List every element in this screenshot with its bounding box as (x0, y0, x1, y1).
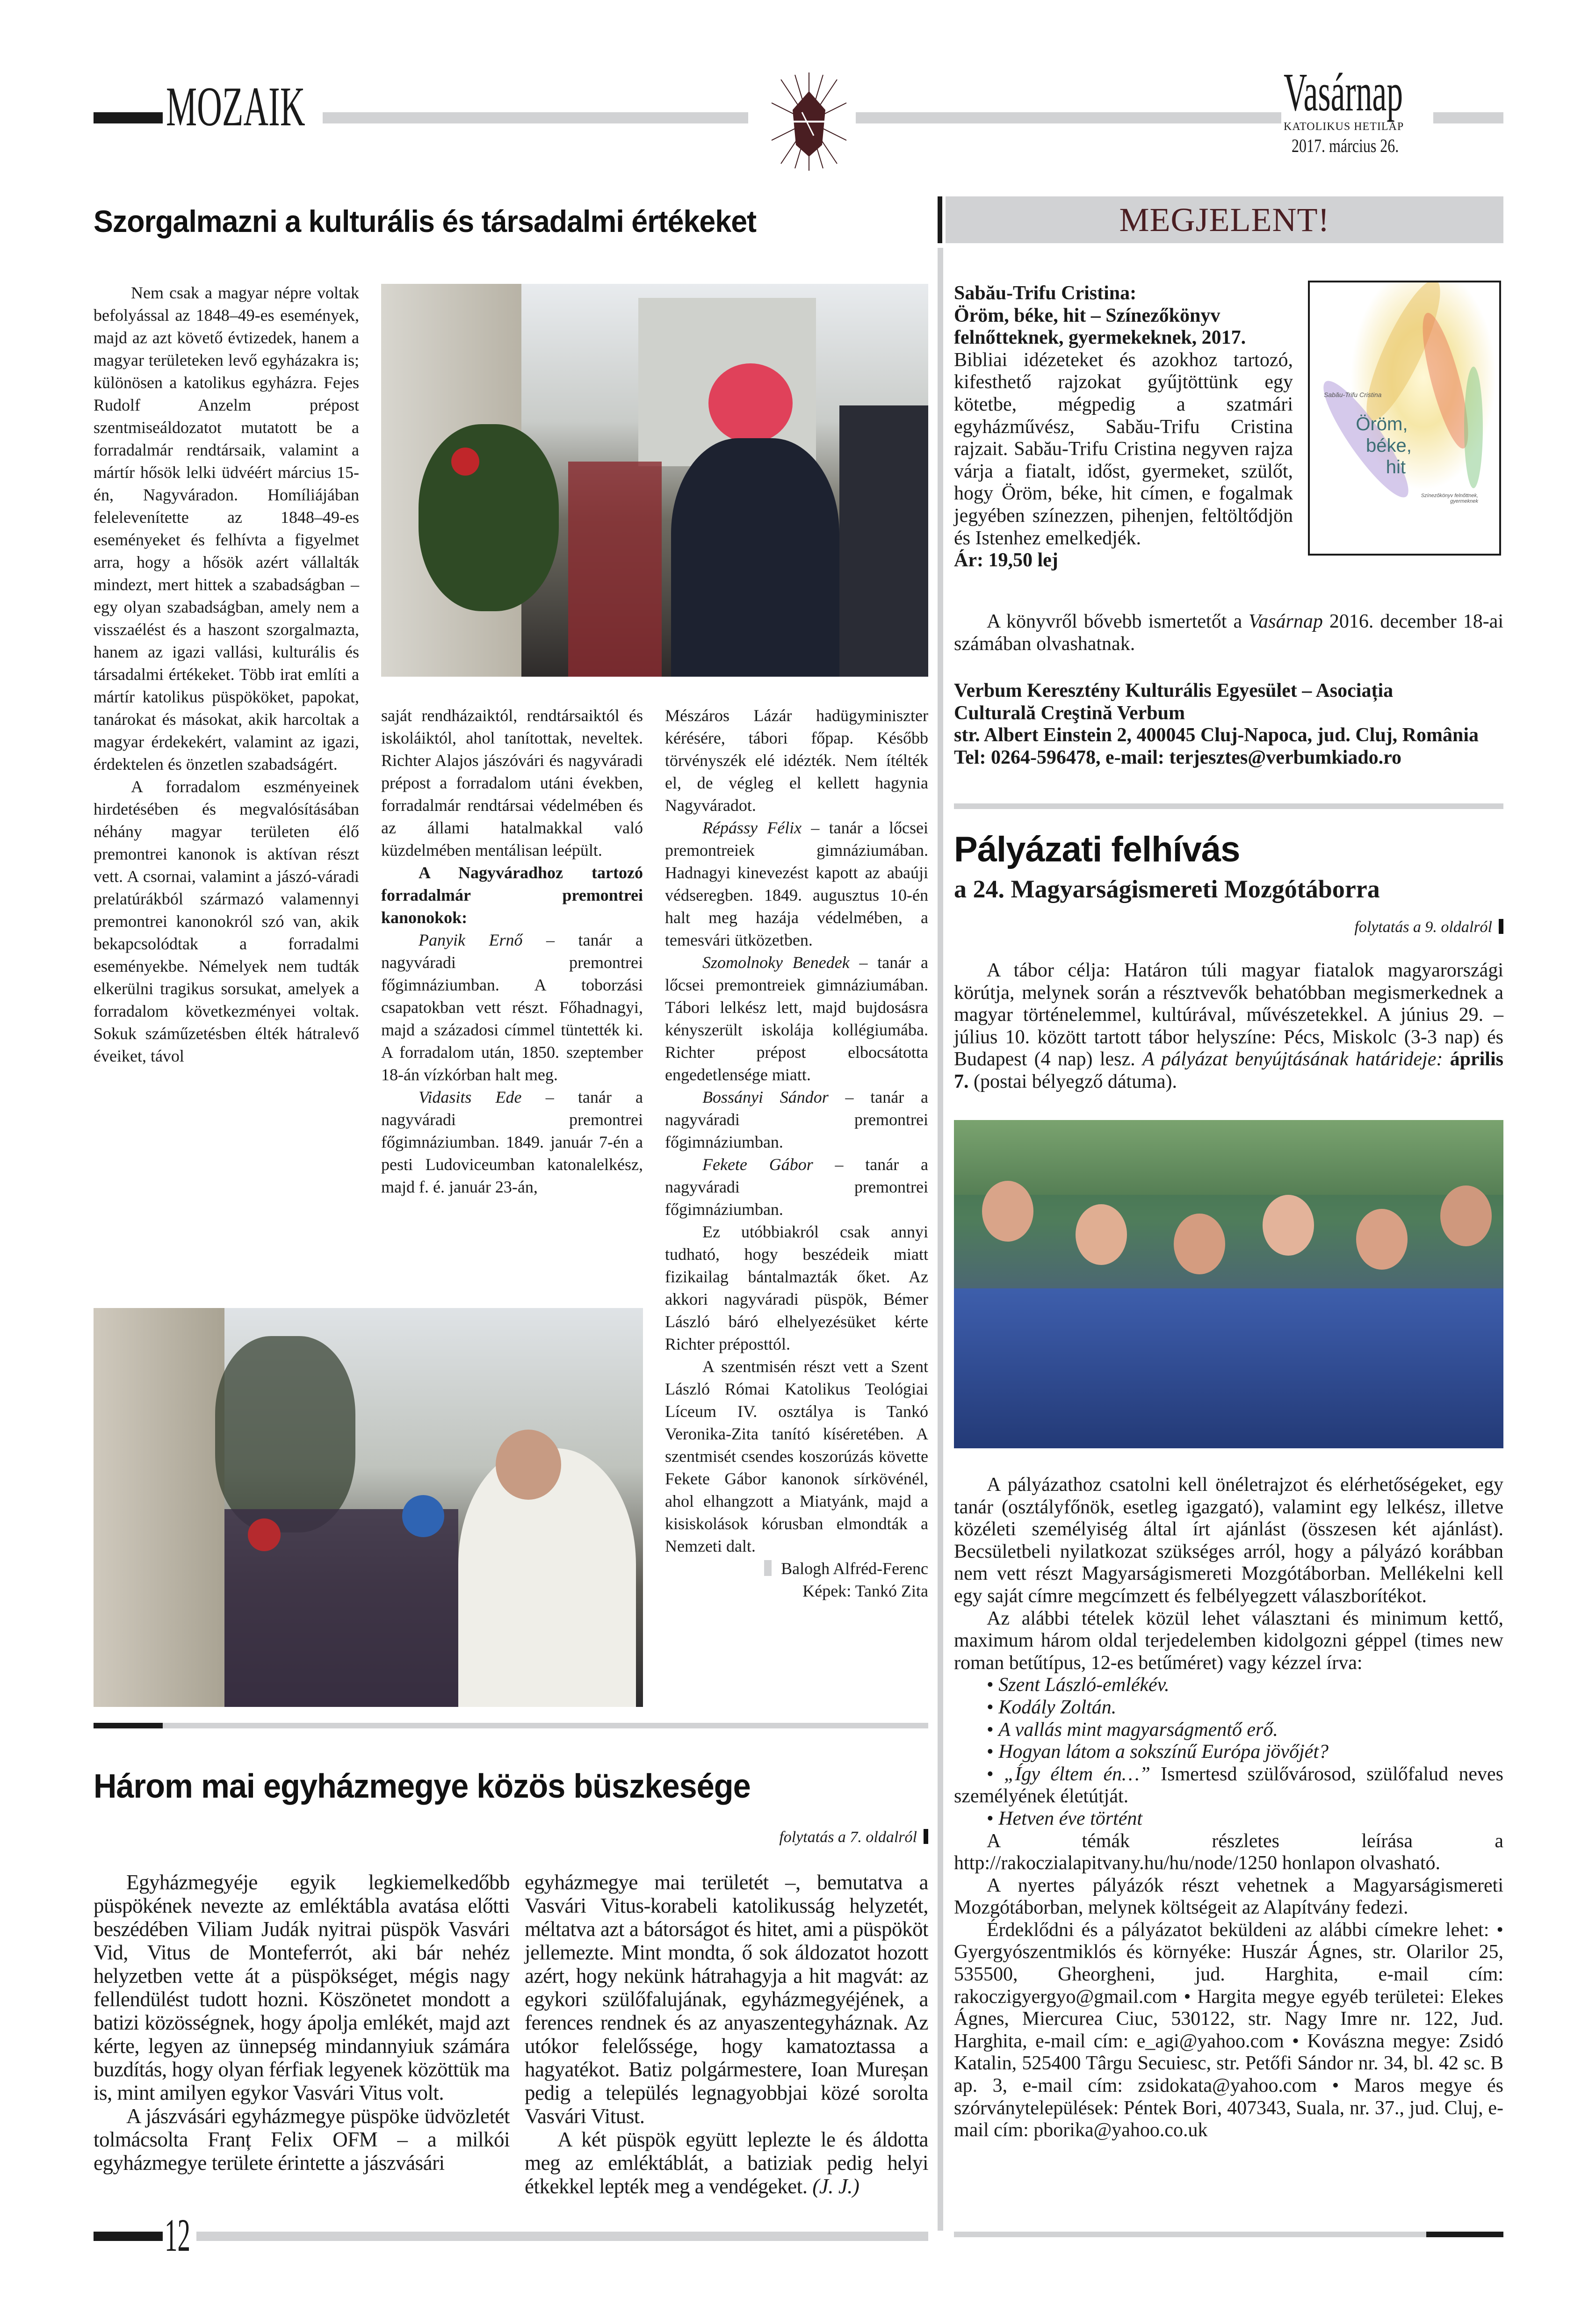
subheading: A Nagyváradhoz tartozó forradalmár premontrei kanonokok: (381, 863, 643, 927)
topic-item: • Szent László-emlékév. (987, 1674, 1170, 1696)
canon-name: Bossányi Sándor (702, 1088, 829, 1106)
cover-author: Sabău-Trifu Cristina (1324, 391, 1382, 398)
publisher-address: str. Albert Einstein 2, 400045 Cluj-Napoca, jud. Cluj, România (954, 724, 1479, 746)
call-subtitle: a 24. Magyarságismereti Mozgótáborra (954, 875, 1380, 903)
canon-entry: Bossányi Sándor – tanár a nagyváradi premontrei főgimnáziumban. (665, 1088, 928, 1151)
paragraph: A két püspök együtt leplezte le és áldotta meg az emléktáblát, a batiziak pedig helyi étkekkel lepték meg a vendégeket. (J. J.) (525, 2128, 928, 2198)
paragraph: A forradalom eszményeinek hirdetésében és megvalósításában néhány magyar területen élő premontrei kanonok is aktívan részt vett. A csornai, valamint a jászó-váradi prelatúrákból származó valamennyi premontrei kanonokról szó van, akik bekapcsolódtak a forradalmi eseményekbe. Némelyek nem tudták elkerülni tragikus sorsukat, amelyek a forradalom következményei voltak. Sokuk száműzetésben élték hátralevő éveiket, távol (94, 777, 359, 1065)
call-title: Pályázati felhívás (954, 830, 1240, 869)
photo-youth-camp (954, 1120, 1503, 1448)
article-column-2 (381, 704, 643, 1198)
book-description: Bibliai idézeteket és azokhoz tartozó, kifesthető rajzokat gyűjtöttünk egy kötetbe, mégpedig a szatmári egyházművész, Sabău-Trifu Cristina rajzait. Sabău-Trifu Cristina negyven rajza várja a fiatalt, időst, gyermeket, szülőt, hogy Öröm, béke, hit címen, e fogalmak jegyében színezzen, pihenjen, feltöltődjön és Istenhez emelkedjék. (954, 349, 1293, 549)
megjelent-label: MEGJELENT! (1119, 201, 1330, 239)
paragraph: A nyertes pályázók részt vehetnek a Magyarságismereti Mozgótáborban, melynek költségeit az Alapítvány fedezi. (954, 1874, 1503, 1919)
page-number: 12 (165, 2209, 190, 2261)
call-intro (954, 960, 1503, 1093)
paragraph: egyházmegye mai területét –, bemutatva a Vasvári Vitus-korabeli katolikusság helyzetét, méltatva azt a bátorságot és hitet, ami a püspököt jellemezte. Mint mondta, ő sok áldozatot hozott azért, hogy nekünk hátrahagyja a hit magvát: az egykori szülőfalujának, egyházmegyéjének, a ferences rendnek és az anyaszentegyháznak. Az utókor felelőssége, hogy kamatoztassa a hagyatékot. Batiz polgármestere, Ioan Mureșan pedig a település legnagyobbjai közé sorolta Vasvári Vitust. (525, 1871, 928, 2128)
section-divider (954, 803, 1503, 809)
paragraph: saját rendházaiktól, rendtársaiktól és iskoláiktól, ahol tanítottak, neveltek. Richter Alajos jászóvári és nagyváradi prépost a forradalom utáni években, forradalmár rendtársai védelmében és az állami hatalmakkal való küzdelmében mentálisan leépült. (381, 706, 643, 860)
book-cover-image (1308, 281, 1501, 556)
paragraph: Egyházmegyéje egyik legkiemelkedőbb püspökének nevezte az emléktábla avatása előtti beszédében Viliam Judák nyitrai püspök Vasvári Vid, Vitus de Monteferrót, aki bár nehéz helyzetben vette át a püspökséget, mégis nagy fellendülést tudott hozni. Köszönetet mondott a batizi közösségnek, hogy ápolja emlékét, majd azt kérte, legyen az ünnepség mindannyiuk számára buzdítás, hogy olyan férfiak legyenek közöttük ma is, mint amilyen egykor Vasvári Vitus volt. (94, 1871, 510, 2104)
article-divider (163, 1723, 928, 1728)
section-title: MOZAIK (166, 75, 305, 137)
paragraph: A témák részletes leírása a http://rakoczialapitvany.hu/hu/node/1250 honlapon olvasható. (954, 1830, 1503, 1874)
book-author: Sabău-Trifu Cristina: (954, 282, 1137, 304)
canon-name: Szomolnoky Benedek (702, 953, 850, 972)
column-divider (938, 248, 943, 2231)
footer-rule-right-black (1426, 2232, 1503, 2237)
header-rule-far-right (1433, 112, 1503, 123)
call-body (954, 1474, 1503, 2142)
article-column-3 (665, 704, 928, 1602)
cover-title: Öröm, béke, hit (1356, 414, 1412, 477)
footer-rule-black (94, 2232, 163, 2241)
article2-column-2 (525, 1871, 928, 2198)
paragraph: A tábor célja: Határon túli magyar fiatalok magyarországi körútja, melynek során a résztvevők behatóbban megismerkednek a magyar történelemmel, kultúrával, művészetekkel. A június 29. – július 10. között tartott tábor helyszíne: Pécs, Miskolc (3-3 nap) és Budapest (4 nap) lesz. A pályázat benyújtásának határideje: április 7. (postai bélyegző dátuma). (954, 960, 1503, 1092)
topic-item: • Hogyan látom a sokszínű Európa jövőjét? (987, 1741, 1329, 1763)
article-column-1 (94, 282, 359, 1067)
canon-entry: Vidasits Ede – tanár a nagyváradi premontrei főgimnáziumban. 1849. január 7-én a pesti Ludoviceumban katonalelkész, majd f. é. január 23-án, (381, 1088, 643, 1196)
canon-name: Vidasits Ede (419, 1088, 522, 1106)
paragraph: Nem csak a magyar népre voltak befolyással az 1848–49-es események, majd az azt követő évtizedek, hanem a magyar területeken levő egyházakra is; különösen a katolikus egyházra. Fejes Rudolf Anzelm prépost szentmiseáldozatot mutatott be a forradalmár rendtársaik, valamint a mártír hősök lelki üdvéért március 15-én, Nagyváradon. Homíliájában felelevenítette az 1848–49-es eseményeket és felhívta a figyelmet arra, hogy a hősök azért vállalták mindezt, mert hittek a szabadságban – egy olyan szabadságban, amely nem a visszaélést és a haszont szorgalmazta, hanem az igazi vallási, kulturális és társadalmi értékeket. Több irat említi a mártír katolikus püspököket, papokat, tanárokat és másokat, akik harcoltak a magyar érdekekért, valamint az igazi, érdektelen és önzetlen szabadságért. (94, 283, 359, 773)
canon-name: Fekete Gábor (702, 1155, 813, 1174)
header-rule-right (856, 112, 1281, 123)
canon-name: Panyik Ernő (419, 931, 523, 949)
column-divider-accent (938, 196, 942, 243)
publisher-name: Verbum Keresztény Kulturális Egyesület – Asociația (954, 680, 1394, 701)
paragraph: Mészáros Lázár hadügyminiszter kérésére, tábori főpap. Később törvényszék elé idézték. Nem ítélték el, de végleg el kellett hagynia Nagyváradot. (665, 706, 928, 815)
issue-date: 2017. március 26. (1292, 135, 1399, 156)
marker-bar (924, 1829, 928, 1844)
canon-name: Répássy Félix (702, 818, 802, 837)
header-rule-left (323, 112, 748, 123)
sunburst-logo-icon (767, 70, 851, 173)
topic-item: • Hetven éve történt (987, 1807, 1143, 1829)
topic-item: • „Így éltem én…” Ismertesd szülővárosod, szülőfalud neves személyének életútját. (954, 1763, 1503, 1807)
marker-bar (1499, 919, 1503, 934)
masthead-logo: Vasárnap (1284, 63, 1403, 123)
author-byline: Balogh Alfréd-Ferenc (665, 1557, 928, 1580)
canon-entry: Répássy Félix – tanár a lőcsei premontreiek gimnáziumában. Hadnagyi kinevezést kapott az abaúji védseregben. 1849. augusztus 10-én halt meg hazája védelmében, a temesvári ütközetben. (665, 818, 928, 949)
photo-credit: Képek: Tankó Zita (802, 1582, 928, 1600)
paragraph: A jászvásári egyházmegye püspöke üdvözletét tolmácsolta Franț Felix OFM – a milkói egyházmegye területe érintette a jászvásári (94, 2104, 510, 2175)
megjelent-banner (946, 196, 1503, 243)
paragraph: A pályázathoz csatolni kell önéletrajzot és elérhetőségeket, egy tanár (osztályfőnök, esetleg igazgató), valamint egy lelkész, illetve közéleti személyiség által írt ajánlást (összesen két ajánlást). Becsületbeli nyilatkozat szükséges arról, hogy a pályázó korábban nem vett részt Magyarságismereti Mozgótáborban. Mellékelni kell egy saját címre megcímzett és felbélyegzett válaszborítékot. (954, 1474, 1503, 1607)
paragraph: A szentmisén részt vett a Szent László Római Katolikus Teológiai Líceum IV. osztálya is Tankó Veronika-Zita tanító kíséretében. A szentmisét csendes koszorúzás követte Fekete Gábor kanonok sírkövénél, ahol elhangzott a Miatyánk, majd a kisiskolások kórusban elmondták a Nemzeti dalt. (665, 1357, 928, 1555)
continued-from-note: folytatás a 7. oldalról (608, 1829, 928, 1846)
article-title: Három mai egyházmegye közös büszkesége (94, 1768, 751, 1805)
deadline: április 7. (954, 1048, 1503, 1092)
byline-marker (764, 1560, 772, 1576)
book-announcement (954, 282, 1293, 572)
header-rule-left-black (94, 112, 163, 123)
article2-column-1 (94, 1871, 510, 2175)
photo-wreath-laying (381, 284, 928, 677)
continued-from-note: folytatás a 9. oldalról (1169, 918, 1503, 936)
topic-item: • Kodály Zoltán. (987, 1696, 1117, 1718)
article-divider-black (94, 1723, 163, 1728)
canon-entry: Panyik Ernő – tanár a nagyváradi premontrei főgimnáziumban. A toborzási csapatokban vett részt. Főhadnagyi, majd a századosi címmel tüntették ki. A forradalom után, 1850. szeptember 18-án vízkórban halt meg. (381, 931, 643, 1084)
signature: (J. J.) (807, 2175, 859, 2198)
cover-subtitle: Színezőkönyv felnőttnek, gyermeknek (1421, 493, 1478, 504)
canon-entry: Szomolnoky Benedek – tanár a lőcsei premontreiek gimnáziumában. Tábori lelkész lett, majd bujdosásra kényszerült iskolája kollégiumába. Richter prépost elbocsátotta engedetlensége miatt. (665, 953, 928, 1084)
photo-bishop-and-children (94, 1308, 643, 1707)
masthead-subtitle: KATOLIKUS HETILAP (1284, 121, 1404, 133)
publisher-contact (954, 680, 1503, 769)
book-review-note (954, 611, 1503, 655)
book-price: Ár: 19,50 lej (954, 549, 1058, 571)
book-title: Öröm, béke, hit – Színezőkönyv felnőtteknek, gyermekeknek, 2017. (954, 304, 1246, 349)
footer-rule (196, 2232, 928, 2241)
paragraph: Az alábbi tételek közül lehet választani és minimum kettő, maximum három oldal terjedelemben kidolgozni géppel (times new roman betűtípus, 12-es betűméret) vagy kézzel írva: (954, 1607, 1503, 1674)
contact-list: Érdeklődni és a pályázatot beküldeni az alábbi címekre lehet: • Gyergyószentmiklós és környéke: Huszár Ágnes, str. Olarilor 25, 535500, Gheorgheni, jud. Harghita, e-mail cím: rakoczigyergyo@gmail.com • Hargita megye egyéb területei: Elekes Ágnes, Miercurea Ciuc, 530122, str. Nagy Imre nr. 122, Jud. Harghita, e-mail cím: e_agi@yahoo.com • Kovászna megye: Zsidó Katalin, 525400 Târgu Secuiesc, str. Petőfi Sándor nr. 34, bl. 42 sc. B ap. 3, e-mail cím: zsidokata@yahoo.com • Maros megye és szórványtelepülések: Péntek Bori, 407343, Suala, nr. 37., jud. Cluj, e-mail cím: pborika@yahoo.co.uk (954, 1919, 1503, 2141)
publisher-name-ro: Culturală Creştină Verbum (954, 702, 1185, 724)
footer-rule-right (954, 2232, 1426, 2237)
article-title: Szorgalmazni a kulturális és társadalmi értékeket (94, 204, 757, 239)
publisher-phone-email: Tel: 0264-596478, e-mail: terjesztes@verbumkiado.ro (954, 746, 1402, 768)
topic-item: • A vallás mint magyarságmentő erő. (987, 1719, 1278, 1741)
paragraph: Ez utóbbiakról csak annyi tudható, hogy beszédeik miatt fizikailag bántalmazták őket. Az akkori nagyváradi püspök, Bémer László báró elhelyezésüket kérte Richter préposttól. (665, 1222, 928, 1353)
paragraph: A könyvről bővebb ismertetőt a Vasárnap 2016. december 18-ai számában olvashatnak. (954, 611, 1503, 655)
canon-entry: Fekete Gábor – tanár a nagyváradi premontrei főgimnáziumban. (665, 1155, 928, 1219)
